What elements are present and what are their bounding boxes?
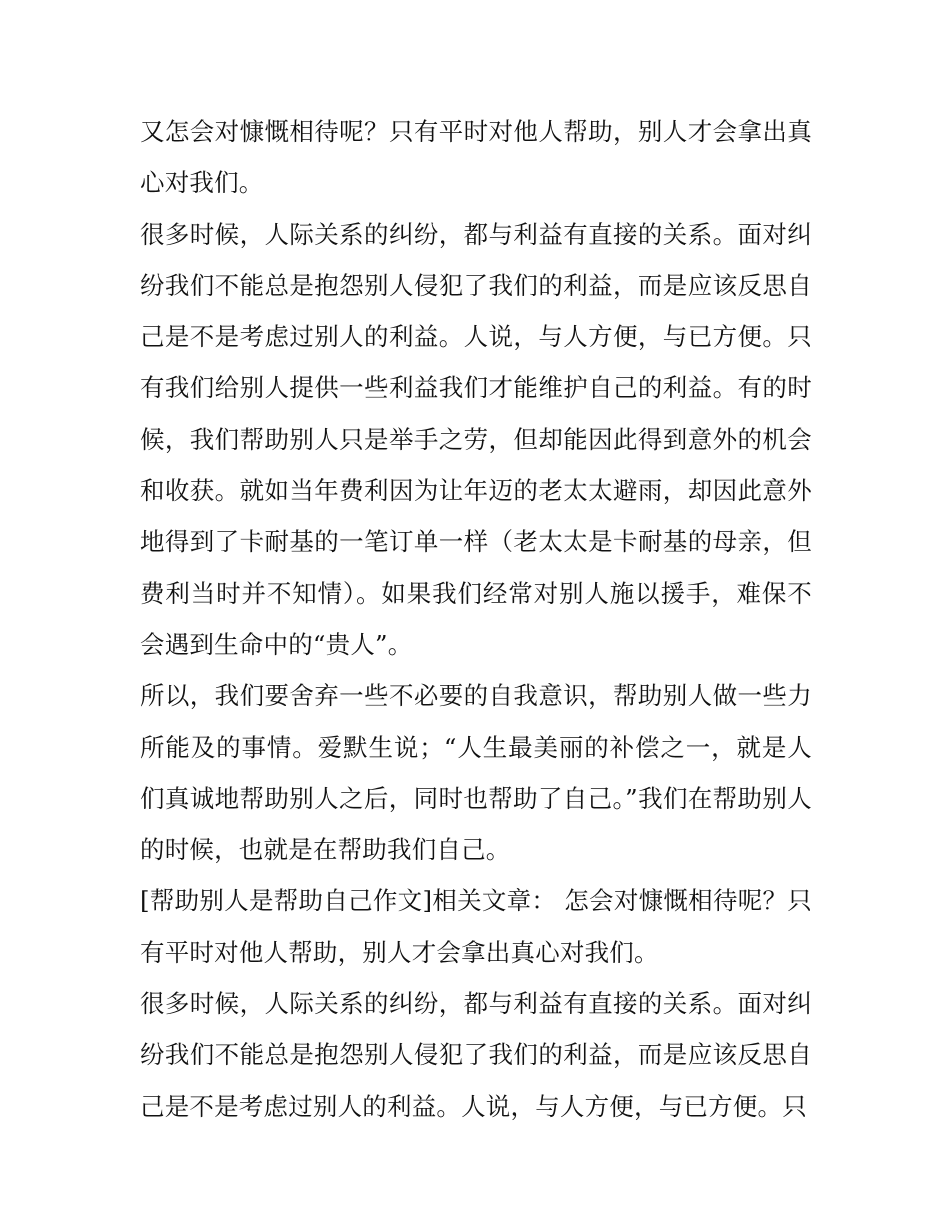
paragraph: 又怎会对慷慨相待呢？只有平时对他人帮助，别人才会拿出真心对我们。 — [140, 117, 812, 198]
body-text — [140, 106, 812, 1132]
paragraph: 很多时候，人际关系的纠纷，都与利益有直接的关系。面对纠纷我们不能总是抱怨别人侵犯了我们的利益，而是应该反思自己是不是考虑过别人的利益。人说，与人方便，与已方便。只有我们给别人提供一些利益我们才能维护自己的利益。有的时候，我们帮助别人只是举手之劳，但却能因此得到意外的机会和收获。就如当年费利因为让年迈的老太太避雨，却因此意外地得到了卡耐基的一笔订单一样（老太太是卡耐基的母亲，但费利当时并不知情）。如果我们经常对别人施以援手，难保不会遇到生命中的“贵人”。 — [140, 219, 812, 659]
paragraph: [帮助别人是帮助自己作文]相关文章： 怎会对慷慨相待呢？只有平时对他人帮助，别人才会拿出真心对我们。 — [140, 886, 812, 967]
paragraph: 很多时候，人际关系的纠纷，都与利益有直接的关系。面对纠纷我们不能总是抱怨别人侵犯了我们的利益，而是应该反思自己是不是考虑过别人的利益。人说，与人方便，与已方便。只 — [140, 989, 812, 1121]
paragraph: 所以，我们要舍弃一些不必要的自我意识，帮助别人做一些力所能及的事情。爱默生说；“人生最美丽的补偿之一，就是人们真诚地帮助别人之后，同时也帮助了自己。”我们在帮助别人的时候，也就是在帮助我们自己。 — [140, 681, 812, 865]
